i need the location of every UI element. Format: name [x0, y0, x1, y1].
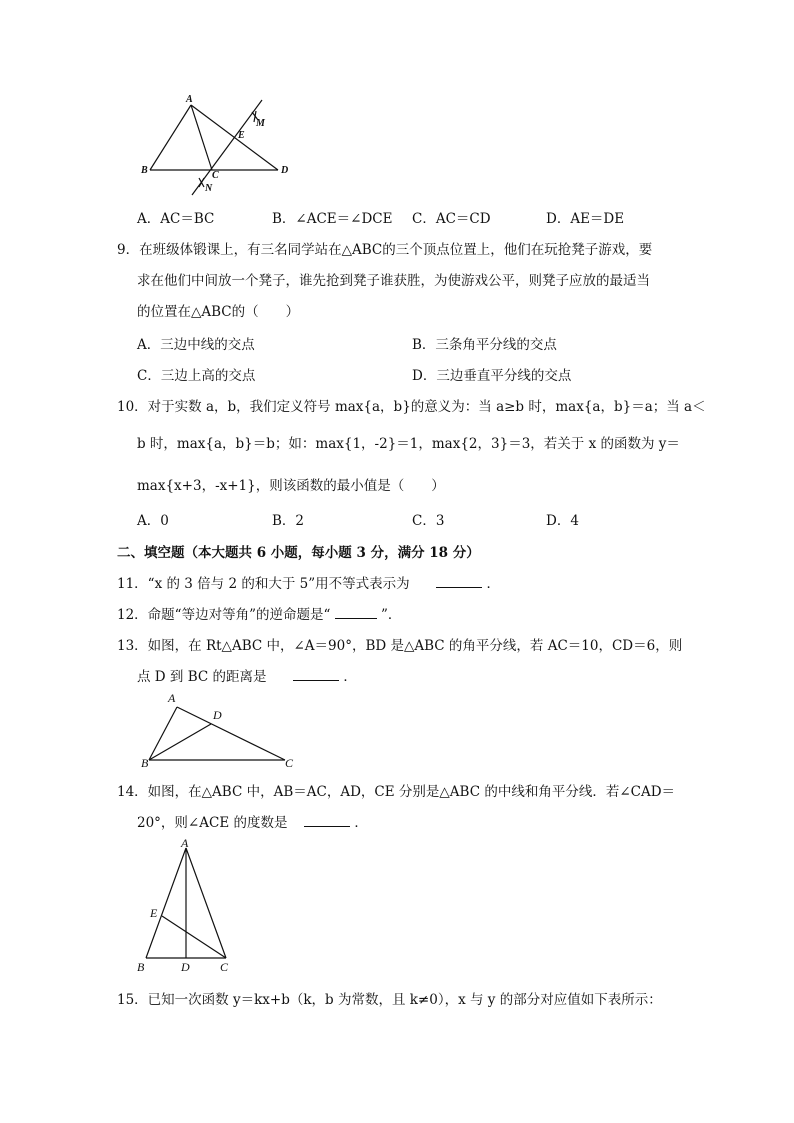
q8-option-c: C．AC＝CD	[412, 211, 491, 227]
q11-answer-blank[interactable]	[436, 576, 482, 588]
q11-text: 11．“x 的 3 倍与 2 的和大于 5”用不等式表示为	[117, 576, 410, 592]
q9-line-1: 9．在班级体锻课上，有三名同学站在△ABC的三个顶点位置上，他们在玩抢凳子游戏，要	[117, 242, 653, 258]
q15-line-1: 15．已知一次函数 y＝kx+b（k，b 为常数，且 k≠0），x 与 y 的部分对应值如下表所示：	[117, 992, 662, 1008]
label-A: A	[181, 836, 189, 850]
q8-option-d: D．AE＝DE	[546, 211, 625, 227]
label-C: C	[285, 756, 294, 770]
figure-q14	[132, 836, 242, 976]
q10-option-a: A．0	[137, 513, 169, 529]
q9-line-2: 求在他们中间放一个凳子，谁先抢到凳子谁获胜，为使游戏公平，则凳子应放的最适当	[137, 273, 650, 289]
label-D: D	[281, 165, 289, 176]
label-C: C	[220, 960, 229, 974]
q12	[117, 603, 401, 623]
q13-line-2-row	[137, 665, 357, 685]
q11-end: ．	[486, 576, 501, 592]
q10-line-1: 10．对于实数 a，b，我们定义符号 max{a，b}的意义为：当 a≥b 时，max{a，b}＝a；当 a＜	[117, 399, 706, 415]
q13-end: ．	[343, 669, 357, 685]
q9-option-d: D．三边垂直平分线的交点	[412, 368, 572, 384]
q14-end: ．	[354, 815, 368, 831]
q10-line-2: b 时，max{a，b}＝b；如：max{1，-2}＝1，max{2，3}＝3，若关于 x 的函数为 y＝	[137, 436, 680, 452]
q13-line-2: 点 D 到 BC 的距离是	[137, 669, 267, 685]
label-D: D	[213, 708, 222, 722]
q10-option-c: C．3	[412, 513, 445, 529]
q13-line-1: 13．如图，在 Rt△ABC 中，∠A＝90°，BD 是△ABC 的角平分线，若 AC＝10，CD＝6，则	[117, 638, 683, 654]
figure-q8	[130, 90, 290, 200]
section-2-heading: 二、填空题（本大题共 6 小题，每小题 3 分，满分 18 分）	[117, 545, 480, 561]
label-D: D	[181, 960, 190, 974]
q11	[117, 572, 500, 592]
q14-line-2: 20°，则∠ACE 的度数是	[137, 815, 288, 831]
label-B: B	[141, 756, 149, 770]
q12-text: 12．命题“等边对等角”的逆命题是“	[117, 607, 331, 623]
label-A: A	[168, 691, 176, 705]
q13-answer-blank[interactable]	[293, 669, 339, 681]
label-N: N	[205, 183, 213, 194]
q9-option-b: B．三条角平分线的交点	[412, 337, 557, 353]
label-E: E	[150, 906, 158, 920]
q10-option-d: D．4	[546, 513, 579, 529]
q14-line-1: 14．如图，在△ABC 中，AB＝AC，AD，CE 分别是△ABC 的中线和角平分线．若∠CAD＝	[117, 784, 676, 800]
q10-option-b: B．2	[272, 513, 305, 529]
label-A: A	[186, 94, 193, 105]
q9-option-c: C．三边上高的交点	[137, 368, 256, 384]
label-B: B	[137, 960, 145, 974]
q9-option-a: A．三边中线的交点	[137, 337, 255, 353]
q10-line-3: max{x+3，-x+1}，则该函数的最小值是（ ）	[137, 478, 445, 494]
label-E: E	[238, 130, 245, 141]
q14-answer-blank[interactable]	[304, 815, 350, 827]
q8-option-a: A．AC＝BC	[137, 211, 215, 227]
q8-option-b: B．∠ACE＝∠DCE	[272, 211, 393, 227]
figure-q13	[135, 688, 305, 770]
label-M: M	[256, 118, 265, 129]
label-C: C	[212, 170, 219, 181]
q9-line-3: 的位置在△ABC的（ ）	[137, 304, 300, 320]
q14-line-2-row	[137, 811, 368, 831]
label-B: B	[141, 165, 148, 176]
q12-answer-blank[interactable]	[335, 607, 377, 619]
q12-end: ”．	[380, 607, 402, 623]
